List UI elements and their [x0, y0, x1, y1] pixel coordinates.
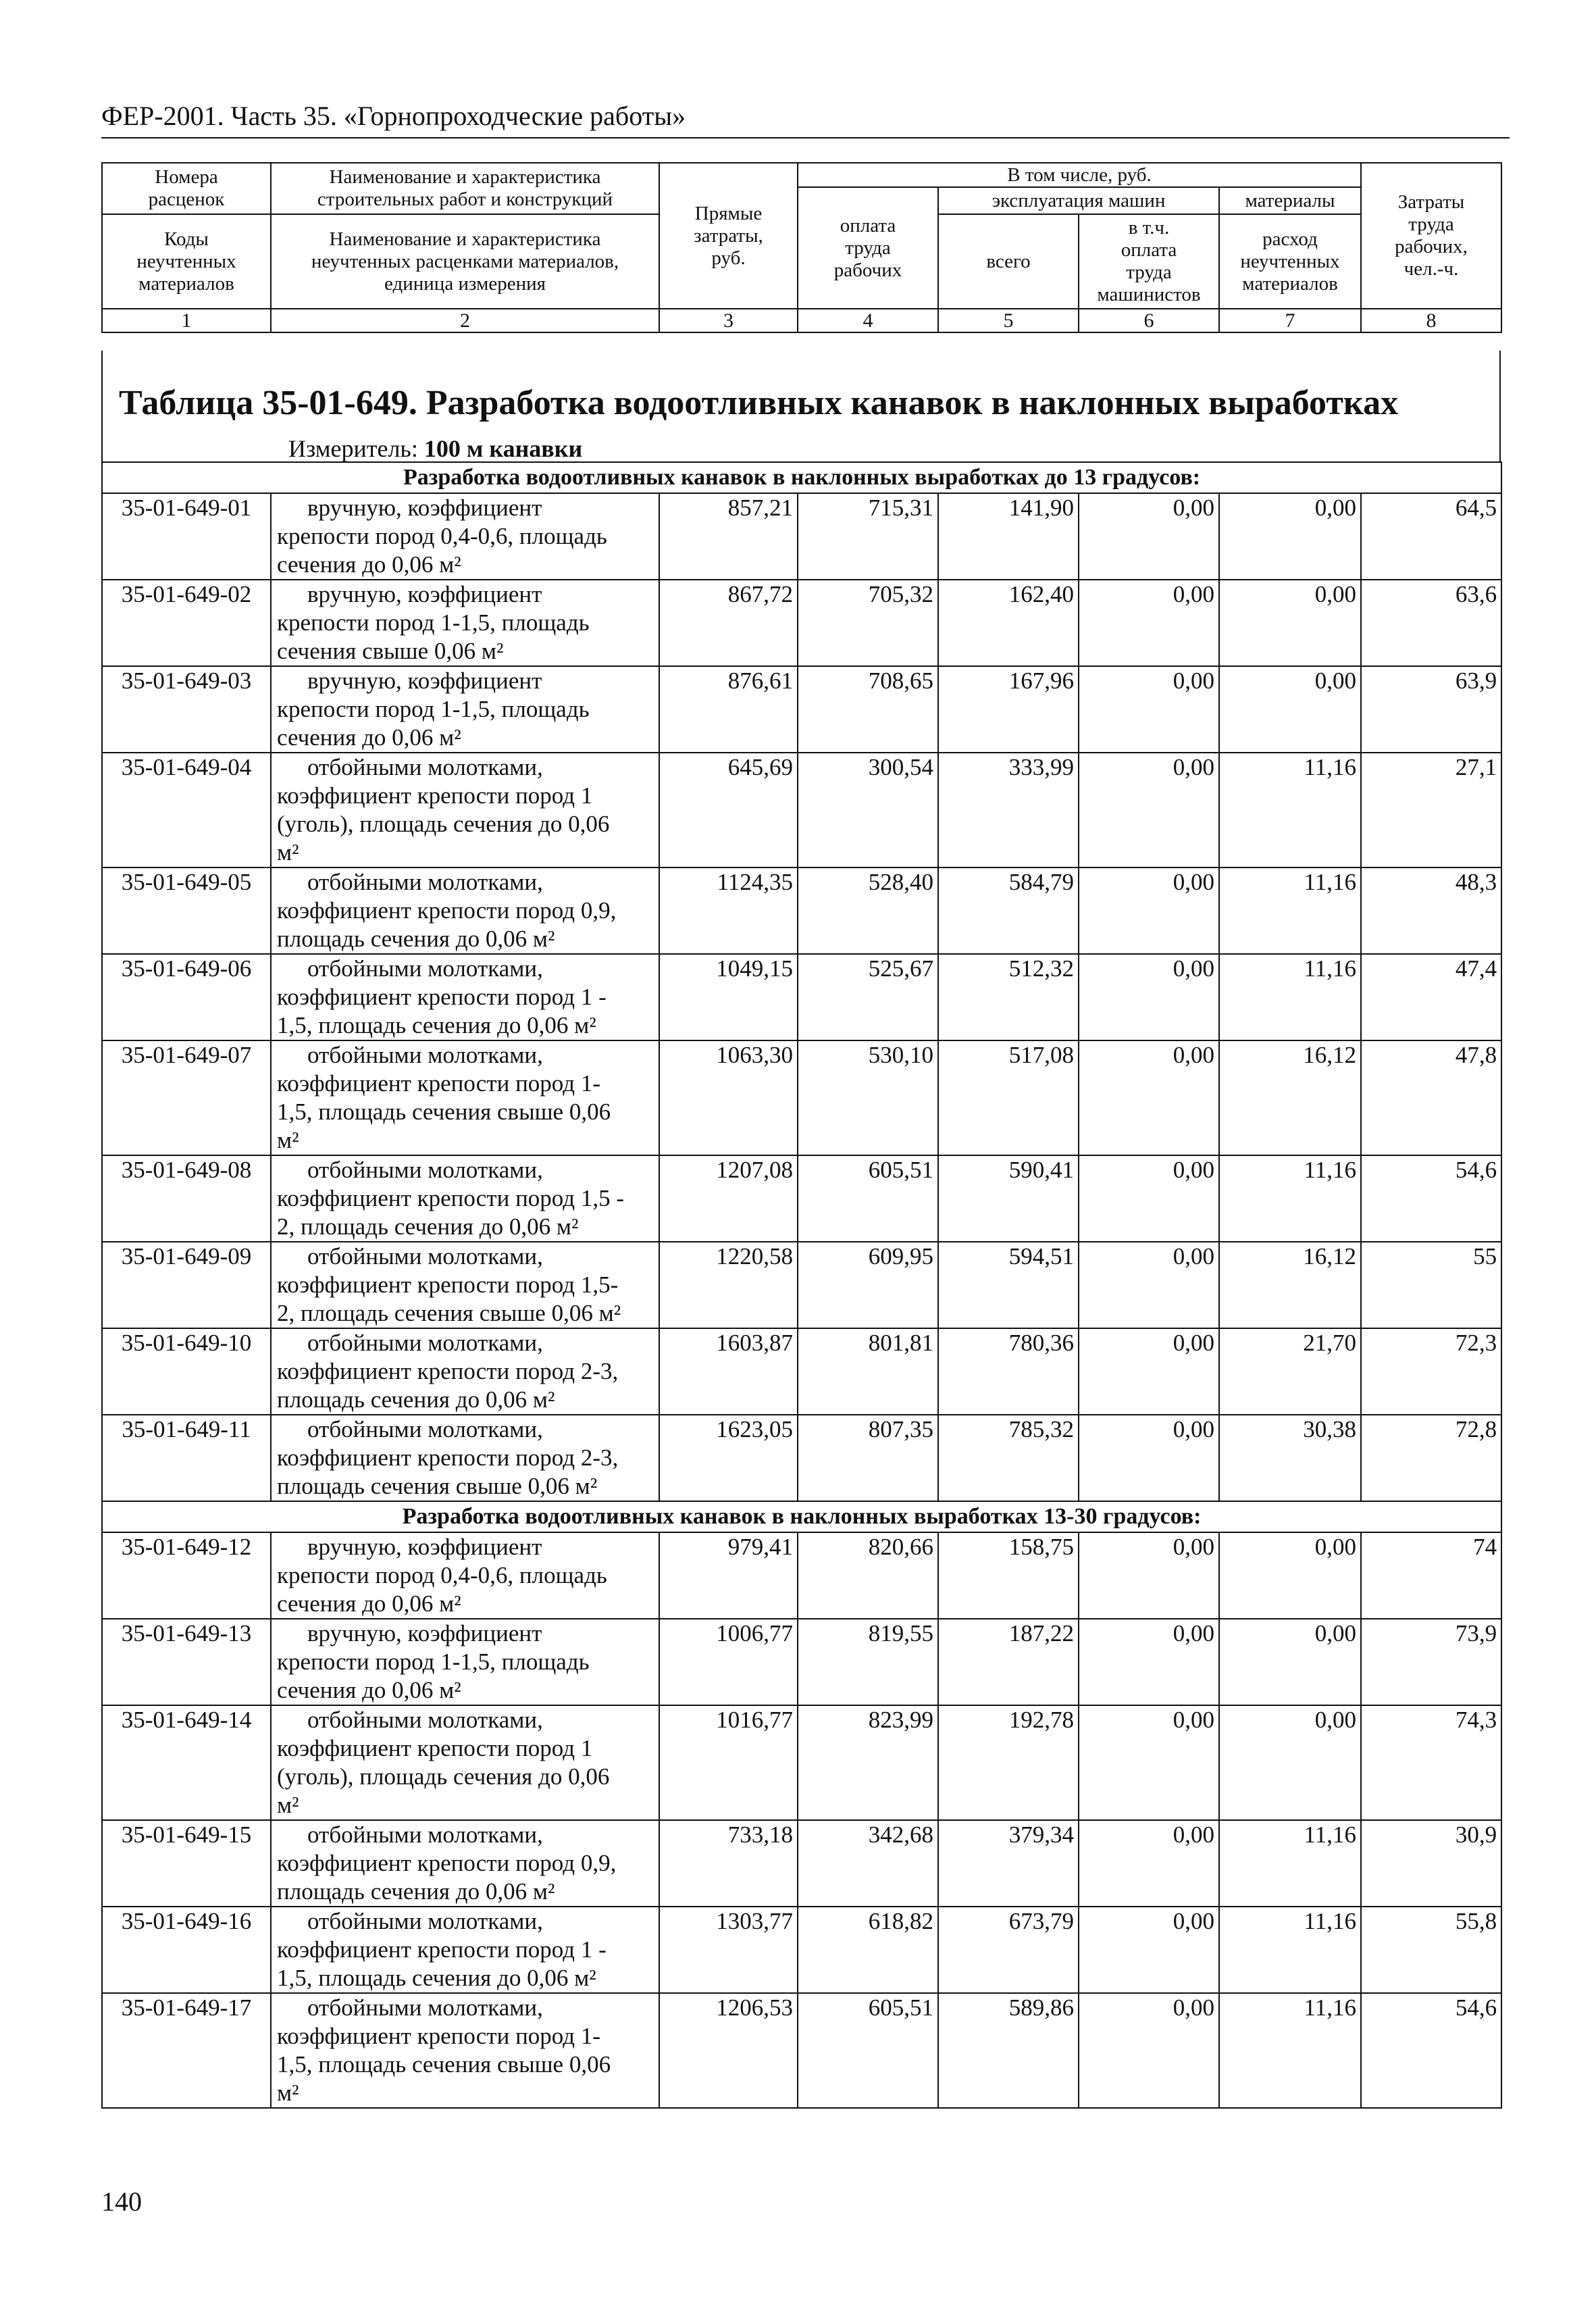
table-row	[102, 1242, 1501, 1328]
machines-total: 590,41	[938, 1155, 1079, 1242]
labor-hours: 64,5	[1361, 493, 1501, 580]
table-row	[102, 1705, 1501, 1820]
labor-hours: 27,1	[1361, 753, 1501, 867]
rate-code: 35-01-649-06	[102, 954, 271, 1040]
header-labor-cost: Затраты труда рабочих, чел.-ч.	[1361, 163, 1501, 309]
labor-pay: 300,54	[798, 753, 938, 867]
labor-hours: 74	[1361, 1532, 1501, 1619]
materials-cost: 0,00	[1219, 580, 1361, 666]
machines-total: 780,36	[938, 1328, 1079, 1415]
labor-pay: 605,51	[798, 1155, 938, 1242]
labor-hours: 54,6	[1361, 1993, 1501, 2108]
machines-total: 673,79	[938, 1907, 1079, 1993]
labor-pay: 605,51	[798, 1993, 938, 2108]
machines-total: 594,51	[938, 1242, 1079, 1328]
table-row	[102, 1532, 1501, 1619]
work-description: отбойными молотками, коэффициент крепости пород 1 (уголь), площадь сечения до 0,06 м²	[271, 753, 659, 867]
labor-pay: 618,82	[798, 1907, 938, 1993]
machines-total: 589,86	[938, 1993, 1079, 2108]
machinist-pay: 0,00	[1079, 1040, 1219, 1155]
materials-cost: 16,12	[1219, 1040, 1361, 1155]
column-number: 8	[1361, 309, 1501, 332]
rate-code: 35-01-649-10	[102, 1328, 271, 1415]
table-row	[102, 493, 1501, 580]
work-description: отбойными молотками, коэффициент крепости пород 2-3, площадь сечения свыше 0,06 м²	[271, 1415, 659, 1501]
machinist-pay: 0,00	[1079, 1155, 1219, 1242]
materials-cost: 0,00	[1219, 666, 1361, 753]
work-description: отбойными молотками, коэффициент крепости пород 1- 1,5, площадь сечения свыше 0,06 м²	[271, 1993, 659, 2108]
machinist-pay: 0,00	[1079, 1619, 1219, 1705]
direct-costs: 1206,53	[659, 1993, 798, 2108]
rate-code: 35-01-649-14	[102, 1705, 271, 1820]
machinist-pay: 0,00	[1079, 1328, 1219, 1415]
labor-pay: 823,99	[798, 1705, 938, 1820]
direct-costs: 1220,58	[659, 1242, 798, 1328]
machinist-pay: 0,00	[1079, 1705, 1219, 1820]
work-description: вручную, коэффициент крепости пород 1-1,5, площадь сечения до 0,06 м²	[271, 1619, 659, 1705]
labor-pay: 807,35	[798, 1415, 938, 1501]
column-number: 7	[1219, 309, 1361, 332]
column-number: 2	[271, 309, 659, 332]
machines-total: 187,22	[938, 1619, 1079, 1705]
machines-total: 141,90	[938, 493, 1079, 580]
rate-code: 35-01-649-12	[102, 1532, 271, 1619]
table-row	[102, 1619, 1501, 1705]
rate-code: 35-01-649-02	[102, 580, 271, 666]
table-row	[102, 1415, 1501, 1501]
header-materials-usage: расход неучтенных материалов	[1219, 214, 1361, 309]
direct-costs: 1063,30	[659, 1040, 798, 1155]
machines-total: 512,32	[938, 954, 1079, 1040]
direct-costs: 867,72	[659, 580, 798, 666]
direct-costs: 1303,77	[659, 1907, 798, 1993]
machinist-pay: 0,00	[1079, 753, 1219, 867]
machines-total: 162,40	[938, 580, 1079, 666]
machines-total: 333,99	[938, 753, 1079, 867]
unit-value: 100 м канавки	[423, 435, 583, 462]
work-description: отбойными молотками, коэффициент крепости пород 1 (уголь), площадь сечения до 0,06 м²	[271, 1705, 659, 1820]
table-row	[102, 753, 1501, 867]
header-machines: эксплуатация машин	[938, 187, 1219, 214]
rate-code: 35-01-649-16	[102, 1907, 271, 1993]
labor-hours: 73,9	[1361, 1619, 1501, 1705]
materials-cost: 0,00	[1219, 1619, 1361, 1705]
page-header: ФЕР-2001. Часть 35. «Горнопроходческие работы»	[101, 100, 1510, 139]
machinist-pay: 0,00	[1079, 1415, 1219, 1501]
machinist-pay: 0,00	[1079, 1993, 1219, 2108]
direct-costs: 857,21	[659, 493, 798, 580]
labor-pay: 342,68	[798, 1820, 938, 1907]
table-row	[102, 1040, 1501, 1155]
labor-hours: 54,6	[1361, 1155, 1501, 1242]
labor-pay: 609,95	[798, 1242, 938, 1328]
work-description: отбойными молотками, коэффициент крепости пород 1,5- 2, площадь сечения свыше 0,06 м²	[271, 1242, 659, 1328]
rate-code: 35-01-649-17	[102, 1993, 271, 2108]
rate-code: 35-01-649-11	[102, 1415, 271, 1501]
labor-hours: 55,8	[1361, 1907, 1501, 1993]
rates-table	[101, 461, 1502, 2109]
direct-costs: 1603,87	[659, 1328, 798, 1415]
machinist-pay: 0,00	[1079, 493, 1219, 580]
materials-cost: 11,16	[1219, 867, 1361, 954]
rate-code: 35-01-649-09	[102, 1242, 271, 1328]
work-description: вручную, коэффициент крепости пород 0,4-0,6, площадь сечения до 0,06 м²	[271, 493, 659, 580]
labor-hours: 47,4	[1361, 954, 1501, 1040]
machines-total: 517,08	[938, 1040, 1079, 1155]
machines-total: 785,32	[938, 1415, 1079, 1501]
table-row	[102, 580, 1501, 666]
direct-costs: 979,41	[659, 1532, 798, 1619]
section-title: Разработка водоотливных канавок в наклонных выработках 13-30 градусов:	[102, 1501, 1501, 1532]
unit-line	[288, 434, 582, 463]
direct-costs: 733,18	[659, 1820, 798, 1907]
machinist-pay: 0,00	[1079, 666, 1219, 753]
materials-cost: 11,16	[1219, 954, 1361, 1040]
materials-cost: 16,12	[1219, 1242, 1361, 1328]
labor-hours: 55	[1361, 1242, 1501, 1328]
machines-total: 584,79	[938, 867, 1079, 954]
section-header-row	[102, 1501, 1501, 1532]
header-machines-total: всего	[938, 214, 1079, 309]
header-materials: материалы	[1219, 187, 1361, 214]
unit-label: Измеритель:	[288, 435, 418, 462]
work-description: отбойными молотками, коэффициент крепости пород 1 - 1,5, площадь сечения до 0,06 м²	[271, 954, 659, 1040]
work-description: вручную, коэффициент крепости пород 1-1,5, площадь сечения до 0,06 м²	[271, 666, 659, 753]
machinist-pay: 0,00	[1079, 580, 1219, 666]
labor-hours: 72,3	[1361, 1328, 1501, 1415]
work-description: отбойными молотками, коэффициент крепости пород 1 - 1,5, площадь сечения до 0,06 м²	[271, 1907, 659, 1993]
labor-hours: 47,8	[1361, 1040, 1501, 1155]
labor-pay: 705,32	[798, 580, 938, 666]
labor-pay: 820,66	[798, 1532, 938, 1619]
machinist-pay: 0,00	[1079, 1532, 1219, 1619]
labor-pay: 801,81	[798, 1328, 938, 1415]
page-number: 140	[101, 2186, 142, 2217]
table-row	[102, 1907, 1501, 1993]
column-number: 4	[798, 309, 938, 332]
materials-cost: 11,16	[1219, 1820, 1361, 1907]
table-row	[102, 1993, 1501, 2108]
column-number: 5	[938, 309, 1079, 332]
table-title: Таблица 35-01-649. Разработка водоотливных канавок в наклонных выработках	[119, 384, 1399, 422]
direct-costs: 1623,05	[659, 1415, 798, 1501]
labor-hours: 48,3	[1361, 867, 1501, 954]
machinist-pay: 0,00	[1079, 1242, 1219, 1328]
labor-pay: 530,10	[798, 1040, 938, 1155]
materials-cost: 11,16	[1219, 1907, 1361, 1993]
work-description: отбойными молотками, коэффициент крепости пород 1- 1,5, площадь сечения свыше 0,06 м²	[271, 1040, 659, 1155]
rate-code: 35-01-649-05	[102, 867, 271, 954]
direct-costs: 1124,35	[659, 867, 798, 954]
machines-total: 158,75	[938, 1532, 1079, 1619]
machinist-pay: 0,00	[1079, 1820, 1219, 1907]
materials-cost: 0,00	[1219, 1705, 1361, 1820]
materials-cost: 11,16	[1219, 753, 1361, 867]
rate-code: 35-01-649-13	[102, 1619, 271, 1705]
column-number: 6	[1079, 309, 1219, 332]
header-labor-pay: оплата труда рабочих	[798, 187, 938, 309]
work-description: отбойными молотками, коэффициент крепости пород 1,5 - 2, площадь сечения до 0,06 м²	[271, 1155, 659, 1242]
rates-body	[102, 462, 1501, 2108]
header-unaccounted-codes: Коды неучтенных материалов	[102, 214, 271, 309]
machines-total: 192,78	[938, 1705, 1079, 1820]
header-rate-number: Номера расценок	[102, 163, 271, 214]
labor-hours: 63,9	[1361, 666, 1501, 753]
direct-costs: 1207,08	[659, 1155, 798, 1242]
machinist-pay: 0,00	[1079, 954, 1219, 1040]
work-description: отбойными молотками, коэффициент крепости пород 2-3, площадь сечения до 0,06 м²	[271, 1328, 659, 1415]
work-description: вручную, коэффициент крепости пород 1-1,5, площадь сечения свыше 0,06 м²	[271, 580, 659, 666]
work-description: отбойными молотками, коэффициент крепости пород 0,9, площадь сечения до 0,06 м²	[271, 867, 659, 954]
labor-pay: 525,67	[798, 954, 938, 1040]
direct-costs: 645,69	[659, 753, 798, 867]
table-row	[102, 666, 1501, 753]
column-number: 3	[659, 309, 798, 332]
labor-hours: 74,3	[1361, 1705, 1501, 1820]
direct-costs: 1006,77	[659, 1619, 798, 1705]
materials-cost: 30,38	[1219, 1415, 1361, 1501]
labor-hours: 72,8	[1361, 1415, 1501, 1501]
column-number: 1	[102, 309, 271, 332]
rate-code: 35-01-649-15	[102, 1820, 271, 1907]
table-title-block	[101, 351, 1501, 462]
direct-costs: 876,61	[659, 666, 798, 753]
materials-cost: 0,00	[1219, 493, 1361, 580]
table-row	[102, 1155, 1501, 1242]
materials-cost: 11,16	[1219, 1993, 1361, 2108]
rate-code: 35-01-649-01	[102, 493, 271, 580]
rate-code: 35-01-649-08	[102, 1155, 271, 1242]
header-direct-costs: Прямые затраты, руб.	[659, 163, 798, 309]
machinist-pay: 0,00	[1079, 1907, 1219, 1993]
direct-costs: 1016,77	[659, 1705, 798, 1820]
header-group: В том числе, руб.	[798, 163, 1361, 187]
labor-pay: 528,40	[798, 867, 938, 954]
machinist-pay: 0,00	[1079, 867, 1219, 954]
rate-code: 35-01-649-07	[102, 1040, 271, 1155]
section-header-row	[102, 462, 1501, 493]
work-description: вручную, коэффициент крепости пород 0,4-0,6, площадь сечения до 0,06 м²	[271, 1532, 659, 1619]
header-machinist-pay: в т.ч. оплата труда машинистов	[1079, 214, 1219, 309]
labor-hours: 30,9	[1361, 1820, 1501, 1907]
work-description: отбойными молотками, коэффициент крепости пород 0,9, площадь сечения до 0,06 м²	[271, 1820, 659, 1907]
materials-cost: 0,00	[1219, 1532, 1361, 1619]
rate-code: 35-01-649-04	[102, 753, 271, 867]
rate-code: 35-01-649-03	[102, 666, 271, 753]
direct-costs: 1049,15	[659, 954, 798, 1040]
table-row	[102, 1820, 1501, 1907]
header-unaccounted-names: Наименование и характеристика неучтенных расценками материалов, единица измерения	[271, 214, 659, 309]
table-row	[102, 954, 1501, 1040]
materials-cost: 21,70	[1219, 1328, 1361, 1415]
machines-total: 167,96	[938, 666, 1079, 753]
section-title: Разработка водоотливных канавок в наклонных выработках до 13 градусов:	[102, 462, 1501, 493]
header-work-name: Наименование и характеристика строительных работ и конструкций	[271, 163, 659, 214]
labor-hours: 63,6	[1361, 580, 1501, 666]
column-number-row	[102, 309, 1501, 332]
table-row	[102, 1328, 1501, 1415]
materials-cost: 11,16	[1219, 1155, 1361, 1242]
labor-pay: 819,55	[798, 1619, 938, 1705]
labor-pay: 708,65	[798, 666, 938, 753]
machines-total: 379,34	[938, 1820, 1079, 1907]
table-row	[102, 867, 1501, 954]
column-header-table	[101, 162, 1502, 333]
labor-pay: 715,31	[798, 493, 938, 580]
